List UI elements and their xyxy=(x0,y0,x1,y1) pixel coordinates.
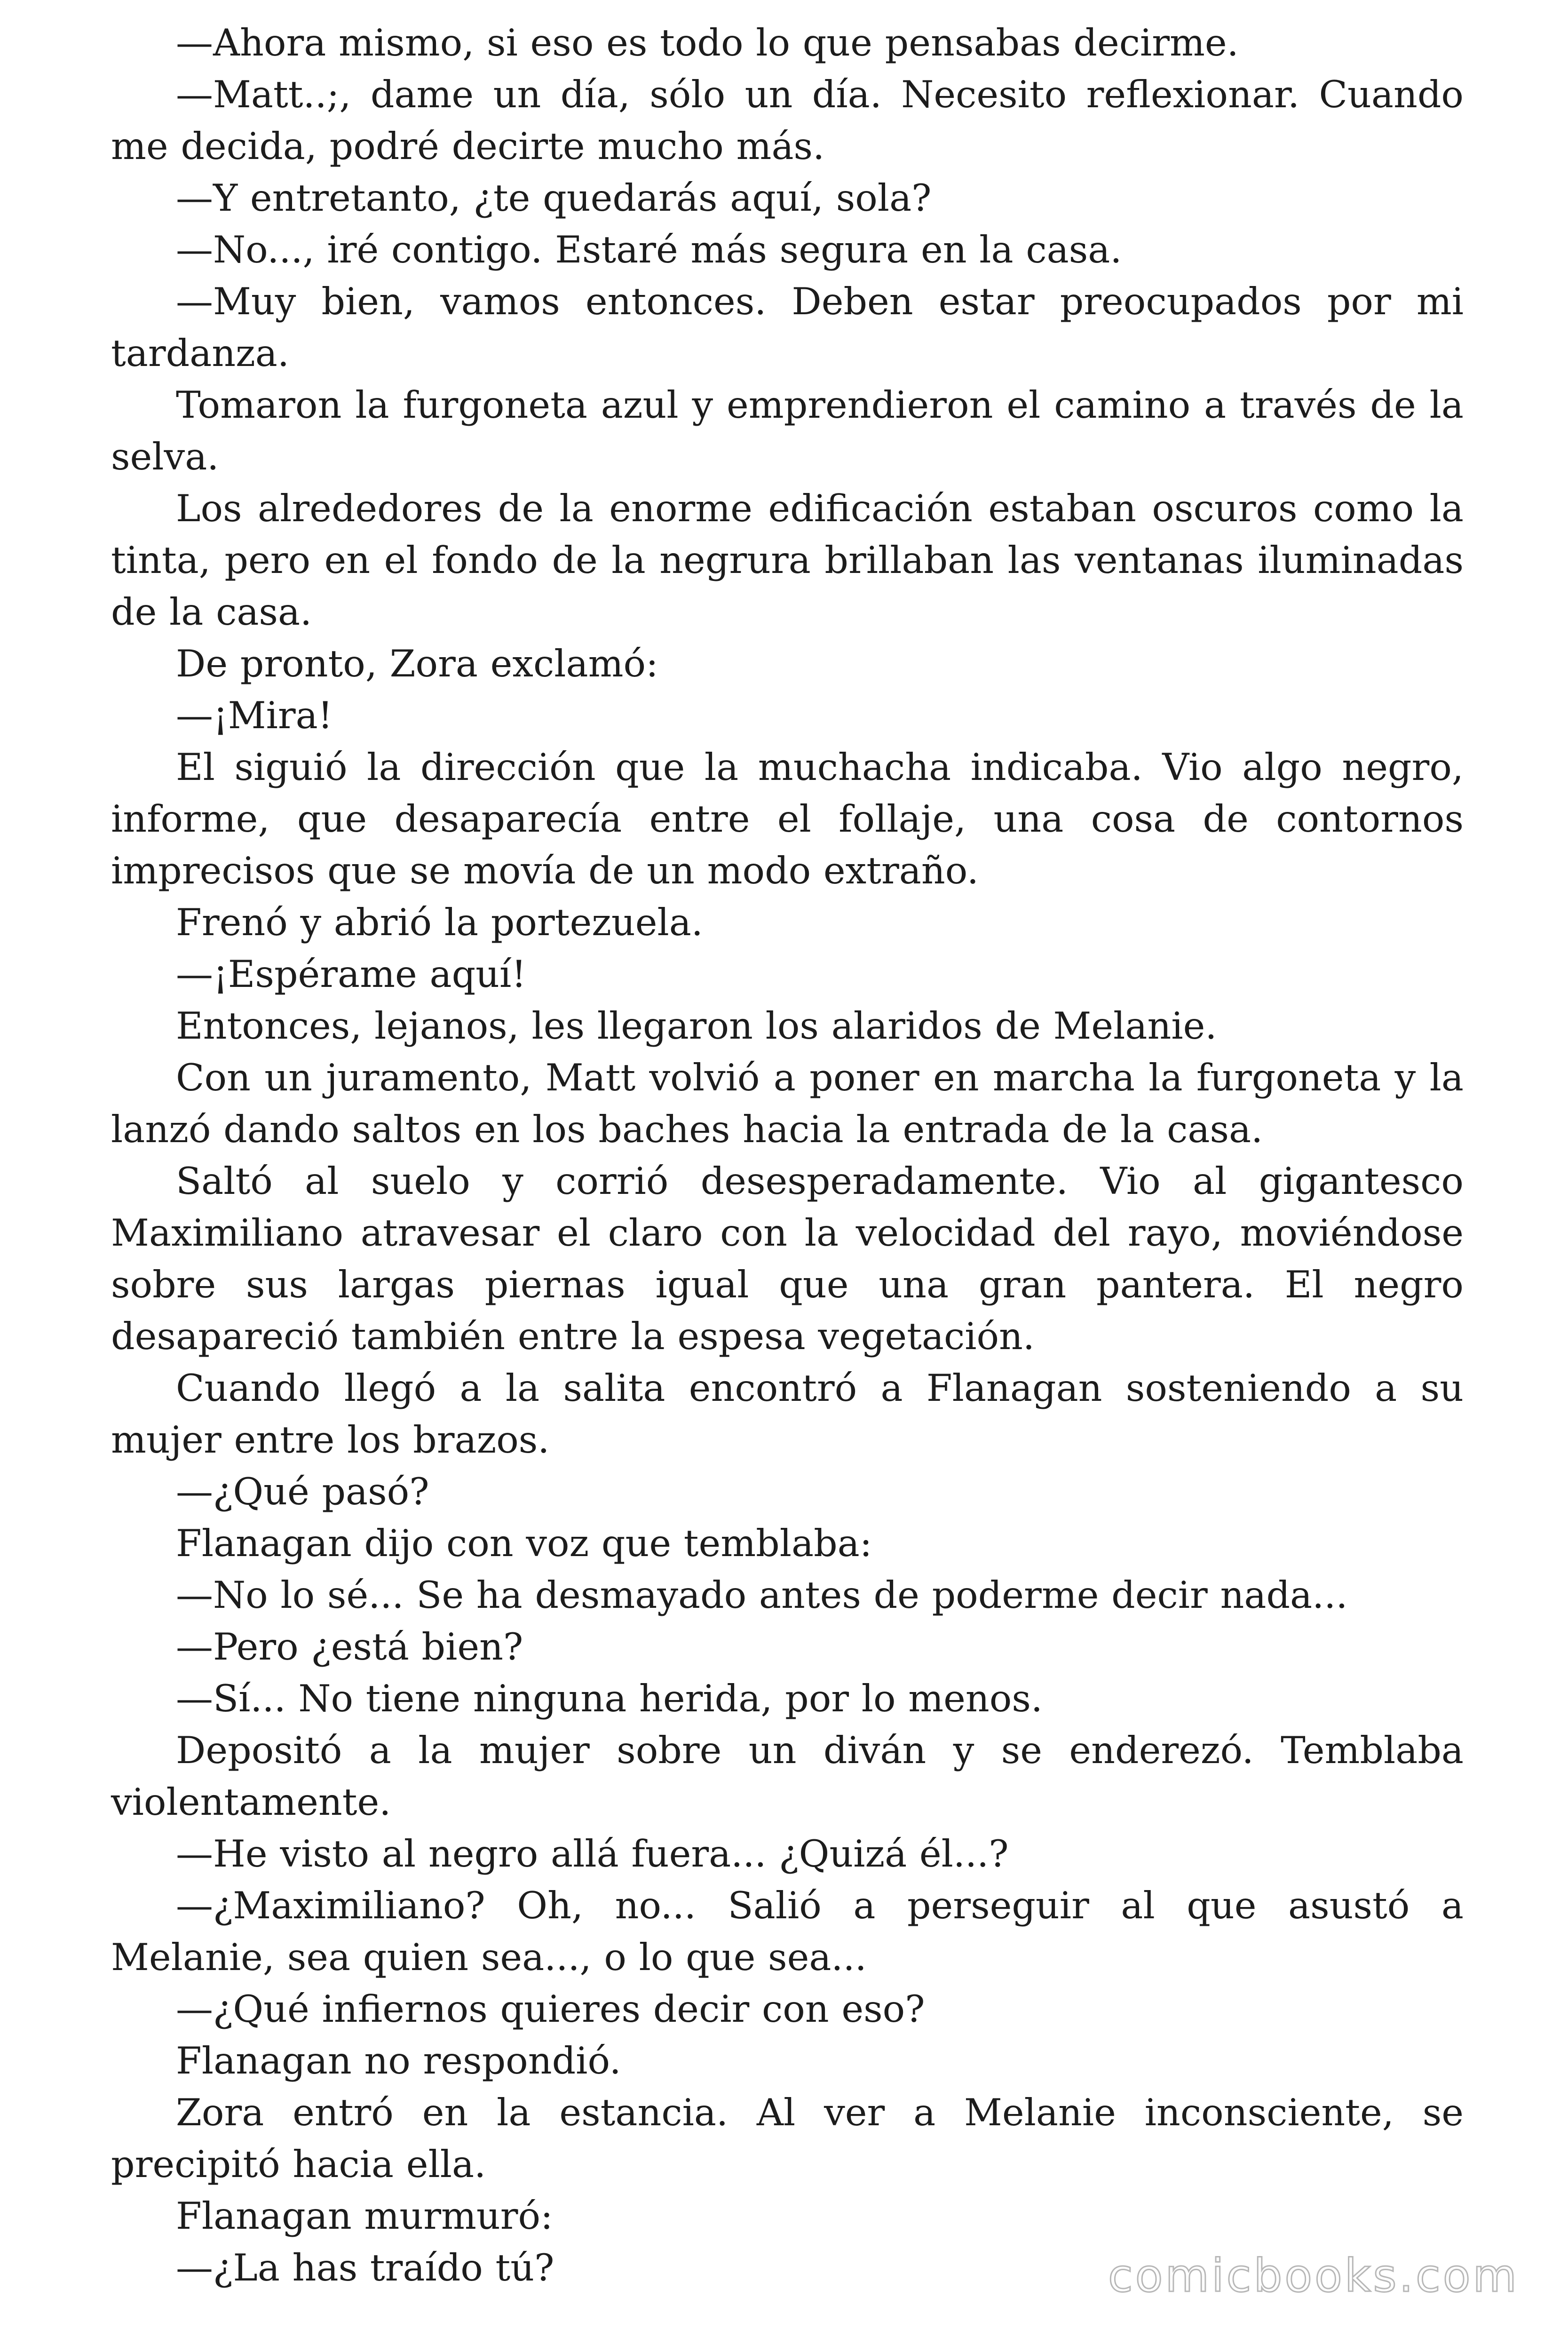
paragraph: —Y entretanto, ¿te quedarás aquí, sola? xyxy=(176,176,932,220)
paragraph: —¡Mira! xyxy=(176,694,333,737)
book-page-text xyxy=(111,17,1464,2294)
paragraph: Con un juramento, Matt volvió a poner en marcha la furgoneta y la lanzó dando saltos en los baches hacia la entrada de la casa. xyxy=(111,1056,1464,1151)
paragraph: —¿Maximiliano? Oh, no... Salió a perseguir al que asustó a Melanie, sea quien sea..., o lo que sea... xyxy=(111,1884,1464,1979)
paragraph: —No..., iré contigo. Estaré más segura en la casa. xyxy=(176,228,1122,271)
paragraph: —Pero ¿está bien? xyxy=(176,1625,523,1669)
paragraph: —¿La has traído tú? xyxy=(176,2246,554,2289)
paragraph: —Sí... No tiene ninguna herida, por lo menos. xyxy=(176,1677,1043,1720)
paragraph: De pronto, Zora exclamó: xyxy=(176,642,658,685)
paragraph: —Matt..;, dame un día, sólo un día. Necesito reflexionar. Cuando me decida, podré decirte mucho más. xyxy=(111,73,1464,168)
paragraph: Saltó al suelo y corrió desesperadamente. Vio al gigantesco Maximiliano atravesar el claro con la velocidad del rayo, moviéndose sobre sus largas piernas igual que una gran pantera. El negro desapareció también entre la espesa vegetación. xyxy=(111,1160,1464,1358)
paragraph: Frenó y abrió la portezuela. xyxy=(176,901,703,944)
paragraph: Los alrededores de la enorme edificación estaban oscuros como la tinta, pero en el fondo de la negrura brillaban las ventanas iluminadas de la casa. xyxy=(111,487,1464,634)
paragraph: Zora entró en la estancia. Al ver a Melanie inconsciente, se precipitó hacia ella. xyxy=(111,2091,1464,2186)
paragraph: Flanagan murmuró: xyxy=(176,2194,553,2238)
paragraph: Cuando llegó a la salita encontró a Flanagan sosteniendo a su mujer entre los brazos. xyxy=(111,1367,1464,1462)
paragraph: El siguió la dirección que la muchacha indicaba. Vio algo negro, informe, que desaparecía entre el follaje, una cosa de contornos imprecisos que se movía de un modo extraño. xyxy=(111,746,1464,892)
paragraph: Flanagan no respondió. xyxy=(176,2039,621,2082)
paragraph: —¡Espérame aquí! xyxy=(176,953,527,996)
paragraph: Depositó a la mujer sobre un diván y se enderezó. Temblaba violentamente. xyxy=(111,1729,1464,1824)
paragraph: Entonces, lejanos, les llegaron los alaridos de Melanie. xyxy=(176,1004,1217,1048)
site-watermark: comicbooks.com xyxy=(1108,2249,1519,2302)
paragraph: —¿Qué infiernos quieres decir con eso? xyxy=(176,1987,925,2031)
paragraph: —He visto al negro allá fuera... ¿Quizá él...? xyxy=(176,1832,1009,1875)
paragraph: —¿Qué pasó? xyxy=(176,1470,429,1513)
paragraph: Tomaron la furgoneta azul y emprendieron el camino a través de la selva. xyxy=(111,383,1464,478)
paragraph: —Muy bien, vamos entonces. Deben estar preocupados por mi tardanza. xyxy=(111,280,1464,375)
paragraph: —Ahora mismo, si eso es todo lo que pensabas decirme. xyxy=(176,21,1239,64)
paragraph: —No lo sé... Se ha desmayado antes de poderme decir nada... xyxy=(176,1573,1348,1617)
paragraph: Flanagan dijo con voz que temblaba: xyxy=(176,1522,872,1565)
